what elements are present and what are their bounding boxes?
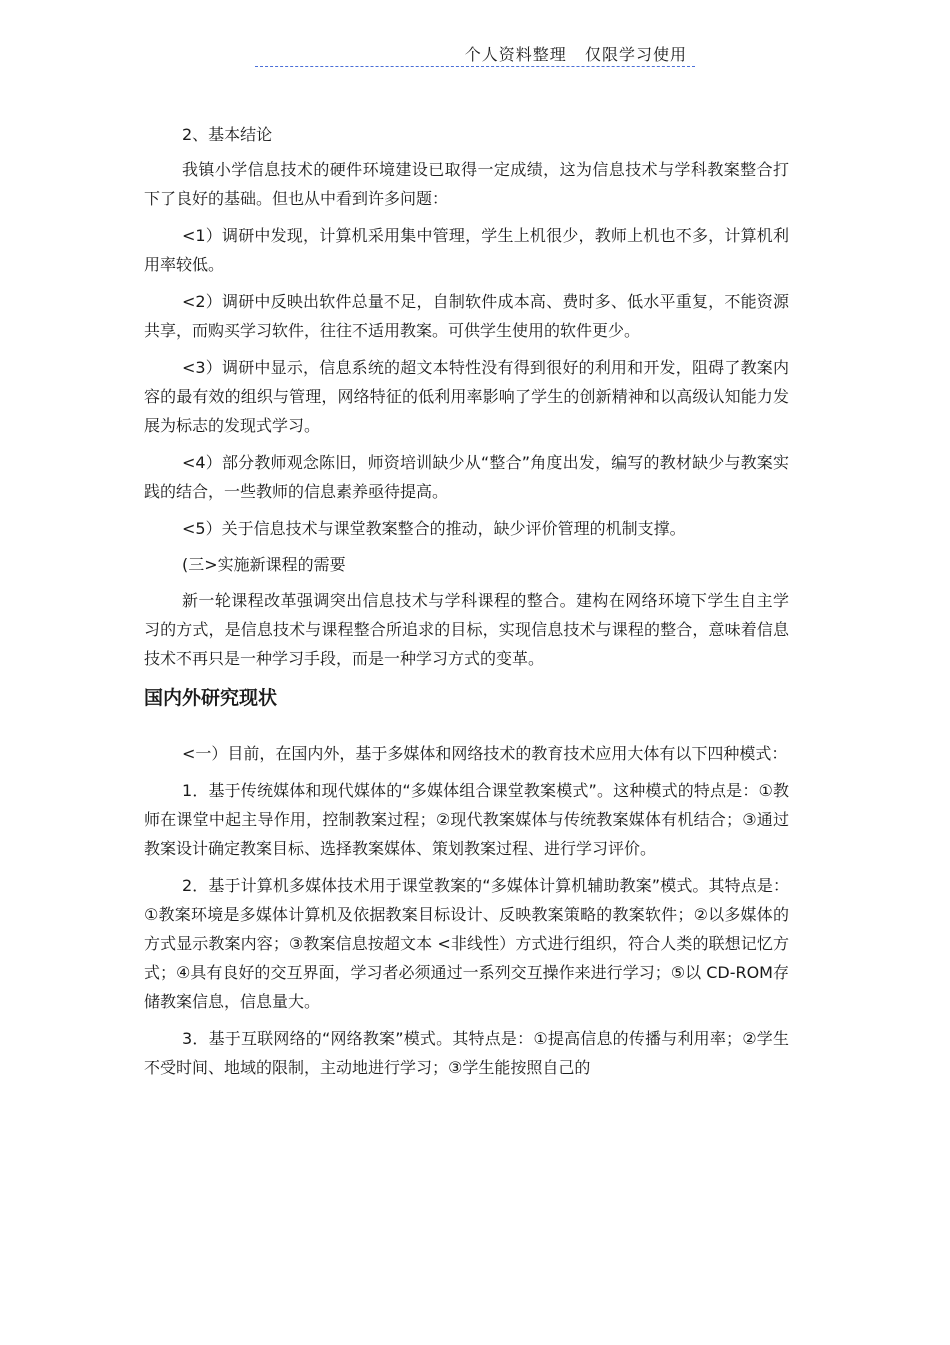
paragraph: 我镇小学信息技术的硬件环境建设已取得一定成绩，这为信息技术与学科教案整合打下了良好的基础。但也从中看到许多问题：: [144, 160, 789, 208]
document-body: [144, 120, 789, 1090]
page-header: [255, 40, 695, 67]
paragraph: 2、基本结论: [182, 125, 273, 144]
paragraph: 1．基于传统媒体和现代媒体的“多媒体组合课堂教案模式”。这种模式的特点是：①教师在课堂中起主导作用，控制教案过程；②现代教案媒体与传统教案媒体有机结合；③通过教案设计确定教案目标、选择教案媒体、策划教案过程、进行学习评价。: [144, 781, 789, 858]
paragraph: <1）调研中发现，计算机采用集中管理，学生上机很少，教师上机也不多，计算机利用率较低。: [144, 226, 789, 274]
paragraph: 新一轮课程改革强调突出信息技术与学科课程的整合。建构在网络环境下学生自主学习的方式，是信息技术与课程整合所追求的目标，实现信息技术与课程的整合，意味着信息技术不再只是一种学习手段，而是一种学习方式的变革。: [144, 591, 789, 668]
paragraph: 3．基于互联网络的“网络教案”模式。其特点是：①提高信息的传播与利用率；②学生不受时间、地域的限制，主动地进行学习；③学生能按照自己的: [144, 1029, 789, 1077]
paragraph: (三>实施新课程的需要: [182, 555, 346, 574]
paragraph: <2）调研中反映出软件总量不足，自制软件成本高、费时多、低水平重复，不能资源共享，而购买学习软件，往往不适用教案。可供学生使用的软件更少。: [144, 292, 789, 340]
paragraph: <一）目前，在国内外，基于多媒体和网络技术的教育技术应用大体有以下四种模式：: [182, 744, 788, 763]
paragraph: 2．基于计算机多媒体技术用于课堂教案的“多媒体计算机辅助教案”模式。其特点是：①教案环境是多媒体计算机及依据教案目标设计、反映教案策略的教案软件；②以多媒体的方式显示教案内容；③教案信息按超文本 <非线性）方式进行组织，符合人类的联想记忆方式；④具有良好的交互界面，学习者必须通过一系列交互操作来进行学习；⑤以 CD-ROM存储教案信息，信息量大。: [144, 876, 789, 1011]
section-heading: 国内外研究现状: [144, 687, 278, 709]
paragraph: <3）调研中显示，信息系统的超文本特性没有得到很好的利用和开发，阻碍了教案内容的最有效的组织与管理，网络特征的低利用率影响了学生的创新精神和以高级认知能力发展为标志的发现式学习。: [144, 358, 789, 435]
paragraph: <4）部分教师观念陈旧，师资培训缺少从“整合”角度出发，编写的教材缺少与教案实践的结合，一些教师的信息素养亟待提高。: [144, 453, 789, 501]
paragraph: <5）关于信息技术与课堂教案整合的推动，缺少评价管理的机制支撑。: [182, 519, 686, 538]
header-text: 个人资料整理 仅限学习使用: [464, 45, 687, 64]
